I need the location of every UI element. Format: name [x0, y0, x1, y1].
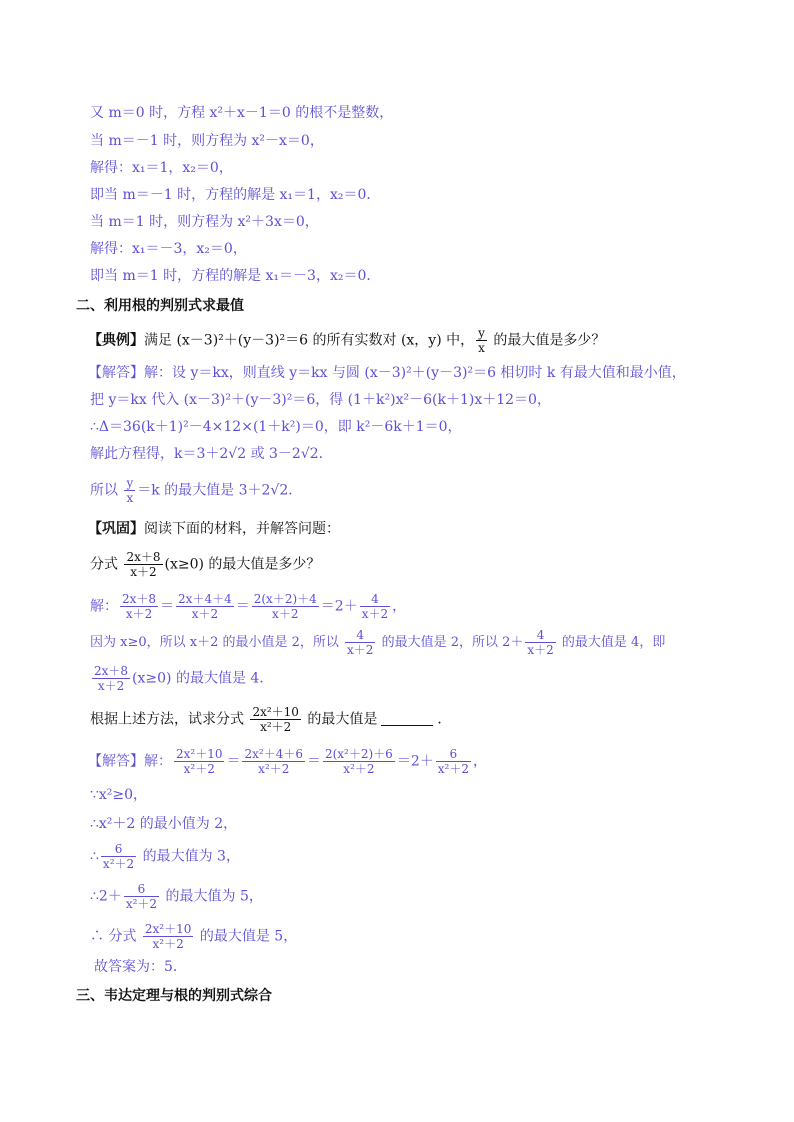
- fraction: [360, 592, 390, 621]
- fraction-denominator: x²＋2: [183, 762, 215, 776]
- fraction-denominator: x＋2: [272, 607, 299, 621]
- fraction: [124, 882, 159, 911]
- fraction-numerator: 4: [360, 592, 390, 607]
- fraction-numerator: 2(x＋2)＋4: [253, 592, 317, 606]
- solution-line: 当 m＝1 时，则方程为 x²＋3x＝0，: [90, 214, 319, 230]
- fraction-numerator: 2x²＋10: [252, 705, 299, 719]
- answer-line: [90, 922, 297, 951]
- answer-text: ＝: [226, 753, 241, 770]
- solution-text: ＝: [160, 598, 175, 615]
- fraction-denominator: x＋2: [125, 607, 153, 621]
- answer-line: 故答案为：5．: [94, 959, 187, 975]
- fraction: [124, 550, 162, 579]
- answer-text: ＝k 的最大值是 3＋2√2．: [137, 482, 303, 499]
- fraction-denominator: x＋2: [130, 565, 157, 579]
- fraction-numerator: 6: [436, 747, 471, 762]
- fraction-denominator: x＋2: [191, 607, 219, 621]
- answer-text: ＝: [306, 753, 321, 770]
- fraction-denominator: x²＋2: [152, 937, 184, 951]
- consolidate-question: [90, 550, 320, 579]
- solution-text: 的最大值是 2，所以 2＋: [377, 635, 524, 650]
- question-text: 分式: [90, 556, 123, 573]
- solution-text: 的最大值是 4，即: [557, 635, 666, 650]
- example-text: 的最大值是多少？: [488, 332, 606, 349]
- answer-tag: 【解答】: [88, 753, 144, 770]
- fraction: [250, 705, 300, 734]
- example-text: 满足 (x－3)²＋(y－3)²＝6 的所有实数对 (x，y) 中，: [144, 332, 475, 349]
- fraction-numerator: 2x²＋10: [176, 747, 223, 761]
- section-heading: 二、利用根的判别式求最值: [76, 298, 244, 314]
- material-solution-line: [90, 592, 406, 621]
- fraction-numerator: 2x＋4＋4: [178, 592, 232, 606]
- solution-line: 即当 m＝－1 时，方程的解是 x₁＝1，x₂＝0．: [90, 187, 381, 203]
- fraction-numerator: 6: [101, 842, 136, 857]
- consolidate-tag: 【巩固】: [88, 521, 144, 537]
- solution-text: ，: [392, 598, 407, 615]
- fraction-denominator: x＋2: [527, 643, 554, 657]
- fraction-denominator: x²＋2: [125, 897, 158, 911]
- fraction-numerator: 4: [525, 628, 555, 643]
- fraction-numerator: y: [478, 326, 485, 340]
- question-text: ．: [437, 711, 452, 728]
- question-text: 的最大值是: [302, 711, 378, 728]
- fraction-denominator: x²＋2: [102, 857, 135, 871]
- fraction-denominator: x＋2: [97, 679, 125, 693]
- material-solution-line: [90, 664, 273, 693]
- fraction: [143, 922, 193, 951]
- answer-line: [90, 842, 240, 871]
- answer-text: 解：设 y＝kx，则直线 y＝kx 与圆 (x－3)²＋(y－3)²＝6 相切时 k 有最大值和最小值，: [144, 365, 686, 381]
- fraction-denominator: x＋2: [347, 643, 374, 657]
- fraction: [176, 592, 234, 621]
- fraction: [242, 747, 304, 776]
- answer-line: [90, 476, 302, 505]
- answer-line: ∵x²≥0，: [90, 787, 148, 803]
- fraction-denominator: x: [478, 341, 485, 355]
- fraction: [92, 664, 130, 693]
- fraction-numerator: 4: [345, 628, 375, 643]
- fill-blank-question: [90, 705, 451, 734]
- answer-text: ∴2＋: [90, 888, 122, 905]
- solution-text: 因为 x≥0，所以 x＋2 的最小值是 2，所以: [90, 635, 344, 650]
- fraction-denominator: x²＋2: [343, 762, 375, 776]
- answer-line: ∴x²＋2 的最小值为 2，: [90, 816, 238, 832]
- fraction-numerator: y: [126, 476, 134, 490]
- answer-text: 解：: [144, 753, 172, 770]
- fraction: [476, 326, 487, 355]
- fraction-numerator: 6: [124, 882, 159, 897]
- fraction-numerator: 2x＋8: [94, 664, 129, 678]
- fraction-numerator: 2x＋8: [126, 550, 161, 564]
- consolidate-intro: [88, 519, 340, 539]
- fraction: [323, 747, 395, 776]
- solution-line: 即当 m＝1 时，方程的解是 x₁＝－3，x₂＝0．: [90, 268, 381, 284]
- fraction-numerator: 2(x²＋2)＋6: [324, 747, 393, 761]
- consolidate-text: 阅读下面的材料，并解答问题：: [144, 521, 340, 537]
- material-solution-line: [90, 628, 665, 657]
- answer-line: 解此方程得，k＝3＋2√2 或 3－2√2．: [90, 446, 333, 462]
- fraction: [174, 747, 224, 776]
- answer-line: 把 y＝kx 代入 (x－3)²＋(y－3)²＝6，得 (1＋k²)x²－6(k＋1)x＋12＝0，: [90, 392, 551, 408]
- fraction: [345, 628, 375, 657]
- fraction-denominator: x²＋2: [258, 762, 290, 776]
- example-question: [88, 326, 605, 355]
- answer-text: 的最大值为 5，: [161, 888, 263, 905]
- solution-line: 又 m＝0 时，方程 x²＋x－1＝0 的根不是整数，: [90, 105, 394, 121]
- answer-text: 的最大值是 5，: [195, 928, 298, 945]
- question-text: 根据上述方法，试求分式: [90, 711, 249, 728]
- answer-line: [88, 747, 487, 776]
- solution-line: 当 m＝－1 时，则方程为 x²－x＝0，: [90, 133, 324, 149]
- answer-text: ＝2＋: [396, 753, 434, 770]
- solution-text: (x≥0) 的最大值是 4．: [132, 670, 274, 687]
- section-heading: 三、韦达定理与根的判别式综合: [76, 988, 272, 1004]
- fraction: [252, 592, 319, 621]
- fraction: [436, 747, 471, 776]
- answer-text: 的最大值为 3，: [138, 848, 240, 865]
- answer-line: ∴Δ＝36(k＋1)²－4×12×(1＋k²)＝0，即 k²－6k＋1＝0，: [90, 419, 462, 435]
- solution-text: ＝: [235, 598, 250, 615]
- fraction-denominator: x²＋2: [260, 720, 292, 734]
- fraction-denominator: x: [126, 491, 134, 505]
- example-tag: 【典例】: [88, 332, 144, 349]
- fraction: [101, 842, 136, 871]
- answer-tag: 【解答】: [88, 365, 144, 381]
- fraction-numerator: 2x²＋10: [144, 922, 192, 936]
- question-text: (x≥0) 的最大值是多少？: [164, 556, 321, 573]
- answer-text: ∴ 分式: [90, 928, 141, 945]
- fraction-denominator: x＋2: [361, 607, 389, 621]
- answer-text: 所以: [90, 482, 123, 499]
- fraction-numerator: 2x²＋4＋6: [244, 747, 303, 761]
- answer-line: [88, 363, 686, 383]
- solution-line: 解得：x₁＝－3，x₂＝0，: [90, 241, 247, 257]
- answer-blank[interactable]: [381, 725, 433, 726]
- solution-line: 解得：x₁＝1，x₂＝0，: [90, 160, 233, 176]
- answer-line: [90, 882, 263, 911]
- solution-text: 解：: [90, 598, 118, 615]
- fraction-numerator: 2x＋8: [122, 592, 157, 606]
- fraction: [120, 592, 158, 621]
- fraction: [124, 476, 135, 505]
- fraction: [525, 628, 555, 657]
- fraction-denominator: x²＋2: [437, 762, 469, 776]
- answer-text: ，: [472, 753, 487, 770]
- solution-text: ＝2＋: [320, 598, 358, 615]
- answer-text: ∴: [90, 848, 99, 865]
